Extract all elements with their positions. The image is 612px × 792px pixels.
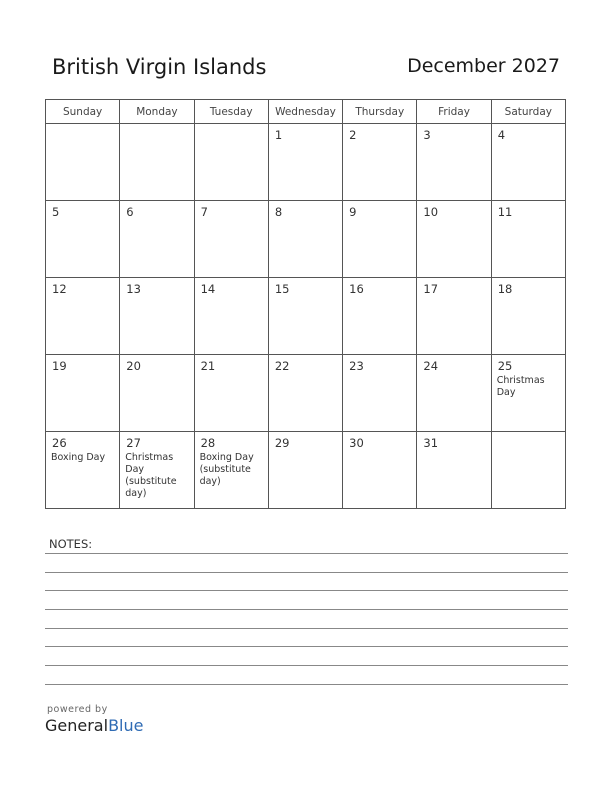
day-cell (417, 278, 491, 355)
day-number: 19 (52, 359, 67, 373)
day-number: 4 (497, 128, 506, 142)
day-number: 26 (52, 436, 67, 450)
day-number: 3 (423, 128, 431, 142)
weekday-sunday: Sunday (46, 100, 120, 124)
day-number: 10 (423, 205, 439, 219)
generalblue-logo[interactable] (45, 704, 143, 735)
day-cell (268, 355, 342, 432)
day-number: 21 (200, 359, 216, 373)
day-cell (120, 355, 194, 432)
note-line (45, 684, 568, 685)
day-cell-holiday (194, 432, 268, 509)
day-cell (491, 432, 565, 509)
weekday-saturday: Saturday (491, 100, 565, 124)
day-cell (343, 355, 417, 432)
brand-general-text: General (45, 716, 109, 735)
day-number: 12 (52, 282, 67, 296)
day-number: 17 (423, 282, 439, 296)
weekday-thursday: Thursday (343, 100, 417, 124)
month-year-title: December 2027 (407, 55, 560, 77)
weekday-friday: Friday (417, 100, 491, 124)
week-row (46, 278, 566, 355)
day-cell (491, 278, 565, 355)
day-cell (194, 201, 268, 278)
day-cell (268, 278, 342, 355)
day-number: 6 (126, 205, 134, 219)
day-number: 2 (349, 128, 357, 142)
day-cell (120, 124, 194, 201)
brand-name (45, 716, 143, 735)
day-number: 29 (274, 436, 290, 450)
calendar-grid (45, 99, 566, 509)
day-cell (417, 355, 491, 432)
day-number: 28 (200, 436, 216, 450)
powered-by-text: powered by (47, 704, 108, 715)
note-line (45, 590, 568, 591)
day-number: 22 (274, 359, 290, 373)
weekday-wednesday: Wednesday (268, 100, 342, 124)
day-number: 1 (274, 128, 283, 142)
weekday-header-row (46, 100, 566, 124)
holiday-label: Boxing Day (51, 452, 106, 463)
day-number: 13 (126, 282, 141, 296)
note-line (45, 628, 568, 629)
day-cell (46, 278, 120, 355)
day-number: 14 (200, 282, 216, 296)
day-cell (46, 201, 120, 278)
day-number: 9 (349, 205, 357, 219)
day-cell-holiday (491, 355, 565, 432)
day-cell (491, 124, 565, 201)
day-number: 20 (126, 359, 141, 373)
day-number: 23 (349, 359, 364, 373)
day-number: 30 (349, 436, 364, 450)
brand-blue-text: Blue (108, 716, 144, 735)
day-cell-holiday (120, 432, 194, 509)
holiday-label: Christmas Day (496, 375, 545, 398)
weekday-tuesday: Tuesday (194, 100, 268, 124)
note-line (45, 665, 568, 666)
day-cell (194, 278, 268, 355)
day-cell (343, 124, 417, 201)
day-cell (491, 201, 565, 278)
day-number: 18 (497, 282, 513, 296)
day-number: 7 (200, 205, 208, 219)
day-cell (417, 124, 491, 201)
day-number: 27 (126, 436, 141, 450)
day-number: 31 (423, 436, 439, 450)
day-cell (194, 355, 268, 432)
day-cell (120, 201, 194, 278)
holiday-label: Christmas Day (substitute day) (125, 452, 177, 499)
day-cell (343, 201, 417, 278)
day-number: 24 (423, 359, 439, 373)
day-cell (46, 124, 120, 201)
day-cell (194, 124, 268, 201)
day-cell (120, 278, 194, 355)
holiday-label: Boxing Day (substitute day) (199, 452, 254, 487)
note-line (45, 553, 568, 554)
day-number: 25 (497, 359, 513, 373)
day-number: 8 (274, 205, 283, 219)
weekday-monday: Monday (120, 100, 194, 124)
day-cell (46, 355, 120, 432)
day-cell (268, 201, 342, 278)
day-number: 15 (274, 282, 290, 296)
country-title: British Virgin Islands (52, 55, 267, 79)
day-number: 11 (497, 205, 513, 219)
day-cell (268, 432, 342, 509)
note-line (45, 646, 568, 647)
week-row (46, 124, 566, 201)
notes-label: NOTES: (49, 537, 93, 551)
day-cell-holiday (46, 432, 120, 509)
day-number: 5 (52, 205, 60, 219)
day-number: 16 (349, 282, 364, 296)
day-cell (343, 432, 417, 509)
day-cell (343, 278, 417, 355)
day-cell (268, 124, 342, 201)
day-cell (417, 201, 491, 278)
week-row (46, 432, 566, 509)
day-cell (417, 432, 491, 509)
note-line (45, 609, 568, 610)
week-row (46, 201, 566, 278)
week-row (46, 355, 566, 432)
note-line (45, 572, 568, 573)
